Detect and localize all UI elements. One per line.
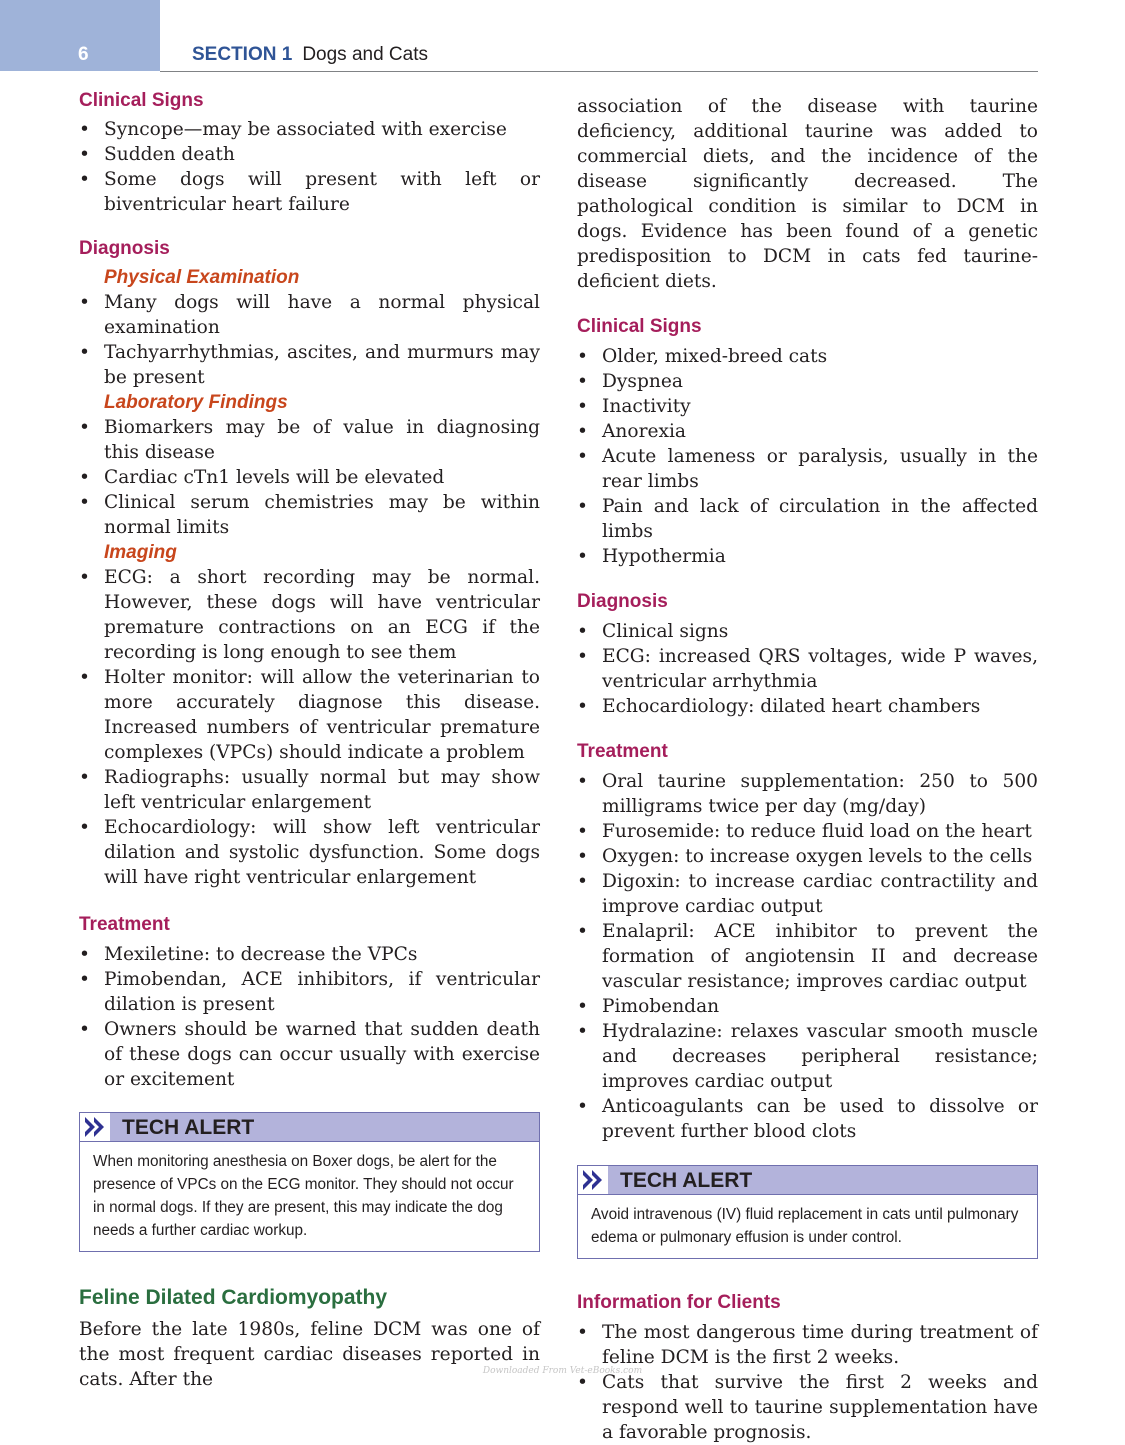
diagnosis-heading: Diagnosis xyxy=(79,238,170,259)
lab-findings-subheading: Laboratory Findings xyxy=(104,392,288,413)
list-item: • Radiographs: usually normal but may show left ventricular enlargement xyxy=(79,765,540,815)
lab-findings-list xyxy=(79,415,540,540)
list-item: • Syncope—may be associated with exercise xyxy=(79,117,540,142)
feline-treatment-list xyxy=(577,769,1038,1144)
list-item: • Enalapril: ACE inhibitor to prevent the formation of angiotensin II and decrease vascular resistance; improves cardiac output xyxy=(577,919,1038,994)
list-item: • Some dogs will present with left or biventricular heart failure xyxy=(79,167,540,217)
feline-dcm-continued: association of the disease with taurine deficiency, additional taurine was added to commercial diets, and the incidence of the disease significantly decreased. The pathological condition is similar to DCM in dogs. Evidence has been found of a genetic predisposition to DCM in cats fed taurine-deficient diets. xyxy=(577,96,1038,292)
list-item: • Biomarkers may be of value in diagnosing this disease xyxy=(79,415,540,465)
tech-alert-text: When monitoring anesthesia on Boxer dogs, be alert for the presence of VPCs on the ECG monitor. They should not occur in normal dogs. If they are present, this may indicate the dog needs a further cardiac workup. xyxy=(93,1153,514,1239)
tech-alert-header xyxy=(578,1166,1037,1195)
list-item: • Digoxin: to increase cardiac contractility and improve cardiac output xyxy=(577,869,1038,919)
double-chevron-right-icon xyxy=(578,1166,608,1194)
list-item: • Anticoagulants can be used to dissolve or prevent further blood clots xyxy=(577,1094,1038,1144)
double-chevron-right-icon xyxy=(80,1113,110,1141)
list-item: • Pimobendan xyxy=(577,994,1038,1019)
info-for-clients-heading: Information for Clients xyxy=(577,1292,781,1313)
tech-alert-text: Avoid intravenous (IV) fluid replacement in cats until pulmonary edema or pulmonary effusion is under control. xyxy=(591,1206,1019,1246)
list-item: • Acute lameness or paralysis, usually in the rear limbs xyxy=(577,444,1038,494)
list-item: • Holter monitor: will allow the veterinarian to more accurately diagnose this disease. Increased numbers of ventricular premature complexes (VPCs) should indicate a problem xyxy=(79,665,540,765)
list-item: • Pain and lack of circulation in the affected limbs xyxy=(577,494,1038,544)
running-header xyxy=(192,44,428,66)
treatment-heading: Treatment xyxy=(79,914,170,935)
tech-alert-box xyxy=(79,1112,540,1252)
list-item: • Inactivity xyxy=(577,394,1038,419)
list-item: • Anorexia xyxy=(577,419,1038,444)
physical-exam-subheading: Physical Examination xyxy=(104,267,300,288)
list-item: • Clinical signs xyxy=(577,619,1038,644)
tech-alert-title: TECH ALERT xyxy=(620,1168,753,1192)
section-title: Dogs and Cats xyxy=(302,44,428,65)
clinical-signs-heading: Clinical Signs xyxy=(79,90,204,111)
list-item: • Cats that survive the first 2 weeks and respond well to taurine supplementation have a favorable prognosis. xyxy=(577,1370,1038,1445)
list-item: • The most dangerous time during treatment of feline DCM is the first 2 weeks. xyxy=(577,1320,1038,1370)
left-column xyxy=(79,88,540,1392)
right-column xyxy=(577,94,1038,1445)
download-footer: Downloaded From Vet-eBooks.com xyxy=(482,1366,643,1376)
list-item: • ECG: a short recording may be normal. However, these dogs will have ventricular premature contractions on an ECG if the recording is long enough to see them xyxy=(79,565,540,665)
clinical-signs-list xyxy=(79,117,540,217)
section-label: SECTION 1 xyxy=(192,44,293,65)
list-item: • Clinical serum chemistries may be within normal limits xyxy=(79,490,540,540)
list-item: • Hydralazine: relaxes vascular smooth muscle and decreases peripheral resistance; improves cardiac output xyxy=(577,1019,1038,1094)
list-item: • Many dogs will have a normal physical examination xyxy=(79,290,540,340)
list-item: • Echocardiology: dilated heart chambers xyxy=(577,694,1038,719)
feline-diagnosis-list xyxy=(577,619,1038,719)
imaging-subheading: Imaging xyxy=(104,542,177,563)
list-item: • Sudden death xyxy=(79,142,540,167)
list-item: • Hypothermia xyxy=(577,544,1038,569)
physical-exam-list xyxy=(79,290,540,390)
info-for-clients-list xyxy=(577,1320,1038,1445)
list-item: • Mexiletine: to decrease the VPCs xyxy=(79,942,540,967)
feline-clinical-signs-heading: Clinical Signs xyxy=(577,316,702,337)
list-item: • Older, mixed-breed cats xyxy=(577,344,1038,369)
page-number: 6 xyxy=(78,44,89,65)
list-item: • Oral taurine supplementation: 250 to 500 milligrams twice per day (mg/day) xyxy=(577,769,1038,819)
feline-dcm-heading: Feline Dilated Cardiomyopathy xyxy=(79,1286,388,1309)
feline-diagnosis-heading: Diagnosis xyxy=(577,591,668,612)
feline-treatment-heading: Treatment xyxy=(577,741,668,762)
tech-alert-header xyxy=(80,1113,539,1142)
list-item: • Dyspnea xyxy=(577,369,1038,394)
list-item: • Owners should be warned that sudden death of these dogs can occur usually with exercise or excitement xyxy=(79,1017,540,1092)
header-rule xyxy=(160,71,1038,72)
list-item: • Echocardiology: will show left ventricular dilation and systolic dysfunction. Some dogs will have right ventricular enlargement xyxy=(79,815,540,890)
list-item: • Furosemide: to reduce fluid load on the heart xyxy=(577,819,1038,844)
tech-alert-box xyxy=(577,1165,1038,1259)
list-item: • Oxygen: to increase oxygen levels to the cells xyxy=(577,844,1038,869)
imaging-list xyxy=(79,565,540,890)
feline-dcm-intro: Before the late 1980s, feline DCM was one of the most frequent cardiac diseases reported in cats. After the xyxy=(79,1319,540,1390)
list-item: • ECG: increased QRS voltages, wide P waves, ventricular arrhythmia xyxy=(577,644,1038,694)
list-item: • Tachyarrhythmias, ascites, and murmurs may be present xyxy=(79,340,540,390)
list-item: • Cardiac cTn1 levels will be elevated xyxy=(79,465,540,490)
feline-clinical-signs-list xyxy=(577,344,1038,569)
tech-alert-title: TECH ALERT xyxy=(122,1115,255,1139)
list-item: • Pimobendan, ACE inhibitors, if ventricular dilation is present xyxy=(79,967,540,1017)
treatment-list xyxy=(79,942,540,1092)
